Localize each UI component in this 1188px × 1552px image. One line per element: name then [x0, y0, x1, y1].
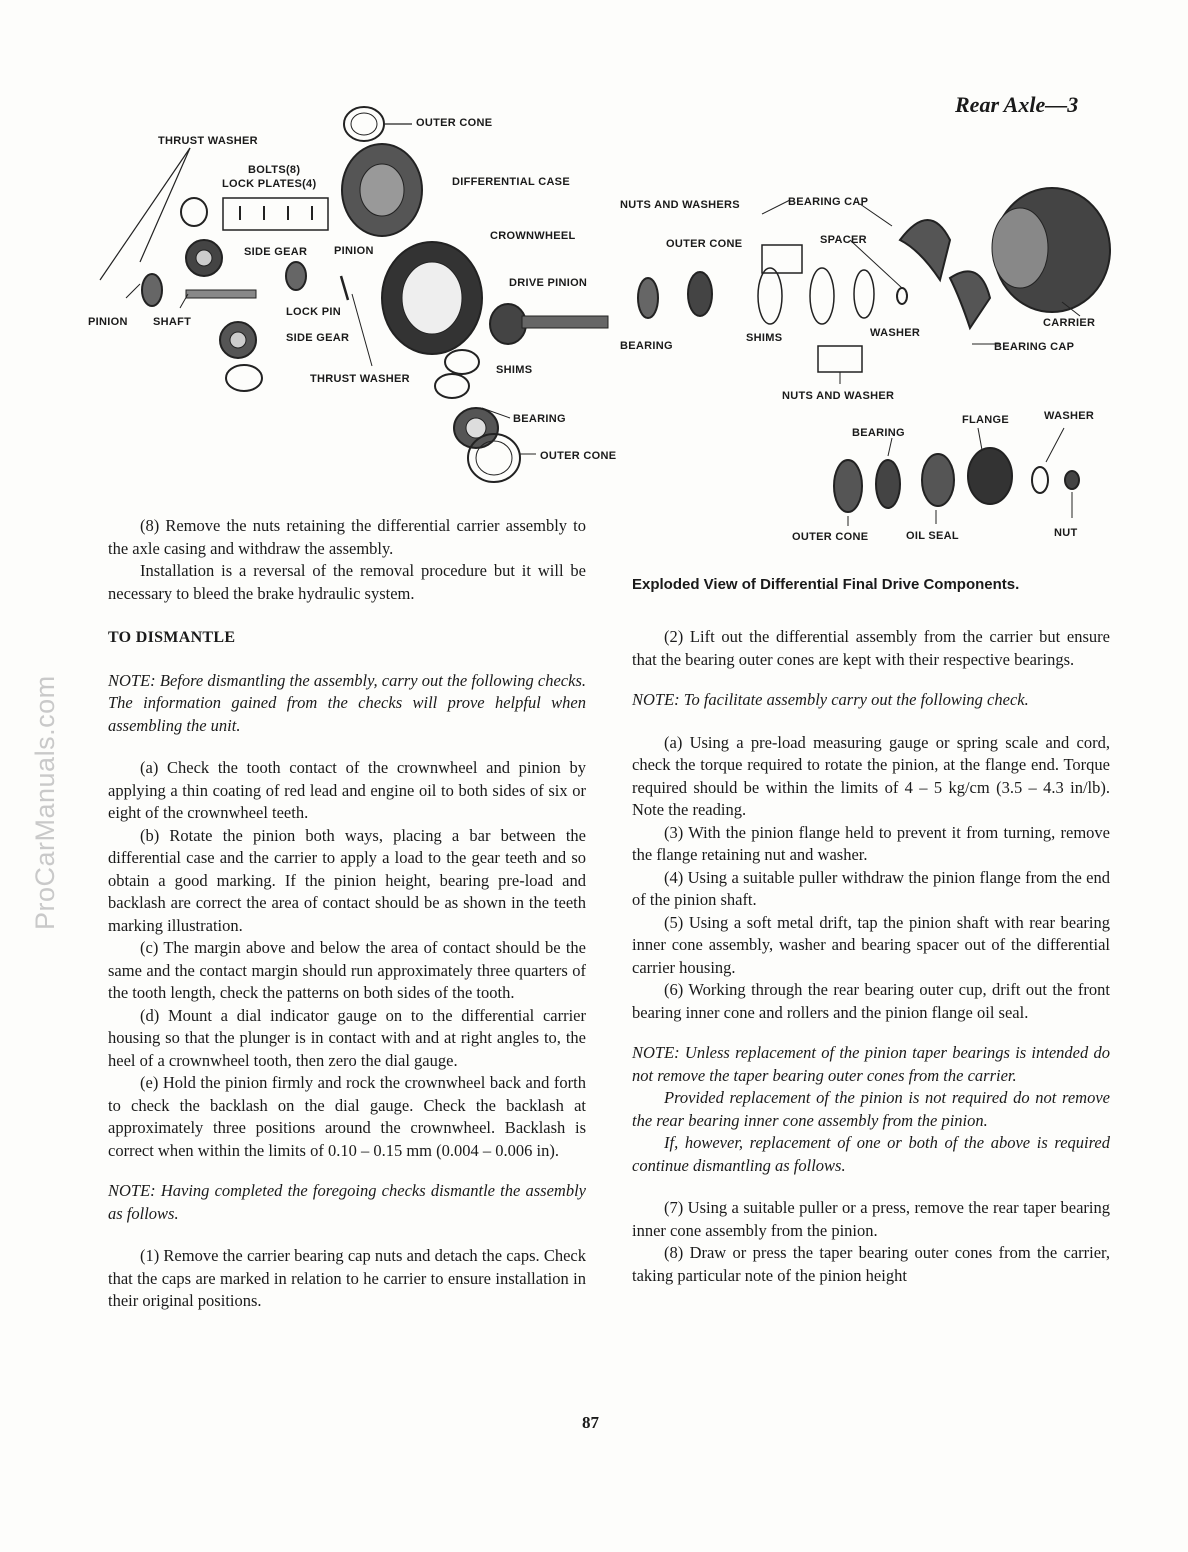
- label-shaft: SHAFT: [153, 316, 192, 328]
- left-item-e: (e) Hold the pinion firmly and rock the crownwheel back and forth to check the backlash on the dial gauge. Check the backlash at approximately three positions around the crownwheel. Backlash is correct when within the limits of 0.10 – 0.15 mm (0.004 – 0.006 in).: [108, 1073, 586, 1160]
- left-item-a: (a) Check the tooth contact of the crownwheel and pinion by applying a thin coating of red lead and engine oil to both sides of six or eight of the crownwheel teeth.: [108, 758, 586, 822]
- label-side-gear-top: SIDE GEAR: [244, 246, 308, 258]
- label-lock-plates: LOCK PLATES(4): [222, 178, 317, 190]
- label-outer-cone-top: OUTER CONE: [416, 117, 493, 129]
- right-item-4: (4) Using a suitable puller withdraw the pinion flange from the end of the pinion shaft.: [632, 867, 1110, 909]
- left-item-c: (c) The margin above and below the area of contact should be the same and the contact margin should run approximately three quarters of the tooth length, check the patterns on both sides of the tooth.: [108, 938, 586, 1002]
- right-item-2: (2) Lift out the differential assembly from the carrier but ensure that the bearing outer cones are kept with their respective bearings.: [632, 627, 1110, 669]
- label-thrust-washer-bottom: THRUST WASHER: [310, 373, 410, 385]
- right-item-6: (6) Working through the rear bearing outer cup, drift out the front bearing inner cone and rollers and the pinion flange oil seal.: [632, 980, 1110, 1022]
- label-washer-right: WASHER: [1044, 410, 1095, 422]
- label-bearing-cap-bottom: BEARING CAP: [994, 341, 1075, 353]
- right-item-7: (7) Using a suitable puller or a press, remove the rear taper bearing inner cone assembly from the pinion.: [632, 1198, 1110, 1240]
- label-outer-cone-right: OUTER CONE: [666, 238, 743, 250]
- label-nuts-and-washer: NUTS AND WASHER: [782, 390, 895, 402]
- left-note-1: NOTE: Before dismantling the assembly, carry out the following checks. The information gained from the checks will prove helpful when assembling the unit.: [108, 670, 586, 735]
- label-flange: FLANGE: [962, 414, 1010, 426]
- label-oil-seal: OIL SEAL: [906, 530, 959, 542]
- label-bearing-lower: BEARING: [852, 427, 905, 439]
- label-thrust-washer-top: THRUST WASHER: [158, 135, 258, 147]
- right-item-a: (a) Using a pre-load measuring gauge or spring scale and cord, check the torque required to rotate the pinion, at the flange end. Torque required should be within the limits of 4 – 5 kg/cm (3.5 – 4.3 in/lb). Note the reading.: [632, 732, 1110, 819]
- label-bearing: BEARING: [513, 413, 566, 425]
- label-outer-cone-lower: OUTER CONE: [792, 531, 869, 543]
- right-note-4c: If, however, replacement of one or both of the above is required continue dismantling as follows.: [632, 1133, 1110, 1175]
- left-item-d: (d) Mount a dial indicator gauge on to the differential carrier housing so that the plunger is in contact with and at right angles to, the heel of a crownwheel tooth, then zero the dial gauge.: [108, 1005, 586, 1070]
- figure-caption: Exploded View of Differential Final Drive Components.: [632, 576, 1020, 593]
- section-heading: TO DISMANTLE: [108, 629, 236, 646]
- running-head: Rear Axle—3: [955, 92, 1079, 117]
- right-item-3: (3) With the pinion flange held to prevent it from turning, remove the flange retaining nut and washer.: [632, 822, 1110, 864]
- label-side-gear-bottom: SIDE GEAR: [286, 332, 350, 344]
- label-nut: NUT: [1054, 527, 1078, 539]
- right-note-3: NOTE: To facilitate assembly carry out the following check.: [632, 690, 1029, 709]
- label-shims: SHIMS: [496, 364, 533, 376]
- label-drive-pinion: DRIVE PINION: [509, 277, 588, 289]
- left-p8: (8) Remove the nuts retaining the differential carrier assembly to the axle casing and withdraw the assembly.: [108, 516, 586, 558]
- label-pinion-top: PINION: [334, 245, 374, 257]
- right-column: [632, 626, 1110, 1287]
- label-differential-case: DIFFERENTIAL CASE: [452, 176, 570, 188]
- left-column: [108, 515, 586, 1313]
- label-bolts: BOLTS(8): [248, 164, 301, 176]
- label-spacer: SPACER: [820, 234, 867, 246]
- label-outer-cone-bottom: OUTER CONE: [540, 450, 617, 462]
- right-item-8: (8) Draw or press the taper bearing outer cones from the carrier, taking particular note of the pinion height: [632, 1243, 1110, 1285]
- label-nuts-and-washers: NUTS AND WASHERS: [620, 199, 740, 211]
- right-note-4a: NOTE: Unless replacement of the pinion taper bearings is intended do not remove the taper bearing outer cones from the carrier.: [632, 1043, 1110, 1085]
- left-item-b: (b) Rotate the pinion both ways, placing a bar between the differential case and the carrier to apply a load to the gear teeth and so obtain a good marking. If the pinion height, bearing pre-load and backlash are correct the area of contact should be as shown in the teeth marking illustration.: [108, 825, 586, 935]
- right-note-4b: Provided replacement of the pinion is not required do not remove the rear bearing inner cone assembly from the pinion.: [632, 1088, 1110, 1130]
- label-bearing-cap-top: BEARING CAP: [788, 196, 869, 208]
- label-bearing-left: BEARING: [620, 340, 673, 352]
- label-crownwheel: CROWNWHEEL: [490, 230, 576, 242]
- watermark: ProCarManuals.com: [30, 675, 60, 930]
- label-pinion-left: PINION: [88, 316, 128, 328]
- label-washer-mid: WASHER: [870, 327, 921, 339]
- label-shims-right: SHIMS: [746, 332, 783, 344]
- left-installation: Installation is a reversal of the removal procedure but it will be necessary to bleed the brake hydraulic system.: [108, 561, 586, 603]
- label-carrier: CARRIER: [1043, 317, 1096, 329]
- left-note-2: NOTE: Having completed the foregoing checks dismantle the assembly as follows.: [108, 1181, 586, 1223]
- label-lock-pin: LOCK PIN: [286, 306, 341, 318]
- left-item-1: (1) Remove the carrier bearing cap nuts and detach the caps. Check that the caps are marked in relation to he carrier to ensure installation in their original positions.: [108, 1246, 586, 1310]
- right-item-5: (5) Using a soft metal drift, tap the pinion shaft with rear bearing inner cone assembly, washer and bearing spacer out of the differential carrier housing.: [632, 912, 1110, 977]
- page-number: 87: [582, 1413, 599, 1432]
